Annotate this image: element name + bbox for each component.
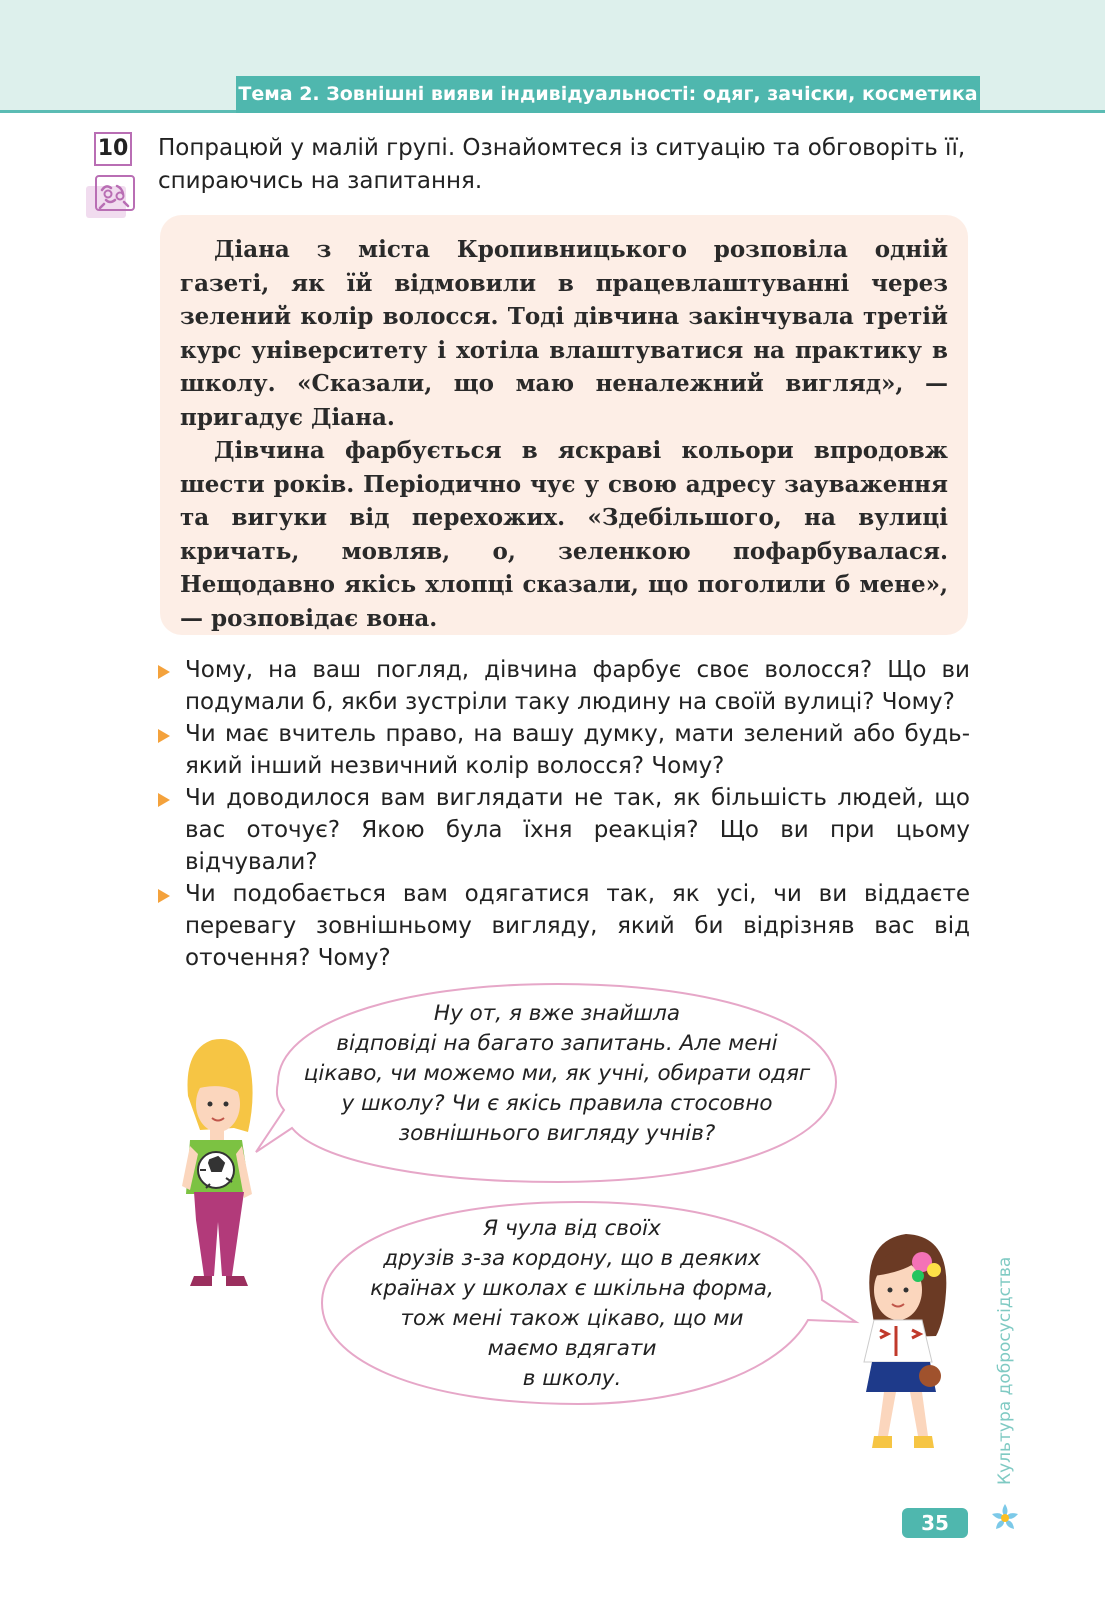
bubble-line: у школу? Чи є якісь правила стосовно: [341, 1091, 773, 1116]
story-paragraph-2: Дівчина фарбується в яскраві кольори впродовж шести років. Періодично чує у свою адресу зауваження та вигуки від перехожих. «Здебільшого, на вулиці кричать, мовляв, о, зеленкою пофарбувалася. Нещодавно якісь хлопці сказали, що поголили б мене», — розповідає вона.: [180, 437, 948, 632]
bubble-line: Я чула від своїх: [483, 1216, 661, 1241]
bubble-line: Ну от, я вже знайшла: [433, 1001, 681, 1026]
bubble-line: цікаво, чи можемо ми, як учні, обирати одяг: [303, 1061, 811, 1086]
task-instruction: Попрацюй у малій групі. Ознайомтеся із ситуацію та обговоріть її, спираючись на запитання.: [158, 135, 966, 194]
question-text: Чи має вчитель право, на вашу думку, мати зелений або будь-який інший незвичний колір волосся? Чому?: [185, 721, 970, 779]
girl-with-flower-figure: [864, 1234, 946, 1448]
page-number: 35: [902, 1508, 968, 1538]
question-text: Чи подобається вам одягатися так, як усі, чи ви віддаєте перевагу зовнішньому вигляду, який би відрізняв вас від оточення? Чому?: [185, 881, 970, 971]
question-text: Чи доводилося вам виглядати не так, як більшість людей, що вас оточує? Якою була їхня реакція? Що ви при цьому відчували?: [185, 785, 970, 875]
bubble-1-text: [278, 999, 836, 1149]
bubble-line: відповіді на багато запитань. Але мені: [336, 1031, 778, 1056]
bubble-line: друзів з-за кордону, що в деяких: [383, 1246, 761, 1271]
task-number: 10: [94, 132, 132, 166]
bubble-line: тож мені також цікаво, що ми: [400, 1306, 744, 1331]
story-paragraph-1: Діана з міста Кропивницького розповіла одній газеті, як їй відмовили в працевлаштуванні через зелений колір волосся. Тоді дівчина закінчувала третій курс університету і хотіла влаштуватися на практику в школу. «Сказали, що маю неналежний вигляд», — пригадує Діана.: [180, 236, 948, 431]
bubble-line: в школу.: [522, 1366, 622, 1391]
flower-icon: [988, 1500, 1022, 1534]
bubble-line: зовнішнього вигляду учнів?: [398, 1121, 716, 1146]
question-text: Чому, на ваш погляд, дівчина фарбує своє волосся? Що ви подумали б, якби зустріли таку людину на своїй вулиці? Чому?: [185, 657, 970, 715]
bubble-line: країнах у школах є шкільна форма,: [370, 1276, 774, 1301]
girl-with-ball-figure: [182, 1039, 253, 1286]
bubble-line: маємо вдягати: [487, 1336, 657, 1361]
bubble-2-text: [322, 1214, 822, 1394]
topic-header: Тема 2. Зовнішні вияви індивідуальності: одяг, зачіски, косметика: [236, 76, 980, 113]
side-section-label: Культура добросусідства: [995, 1256, 1015, 1485]
